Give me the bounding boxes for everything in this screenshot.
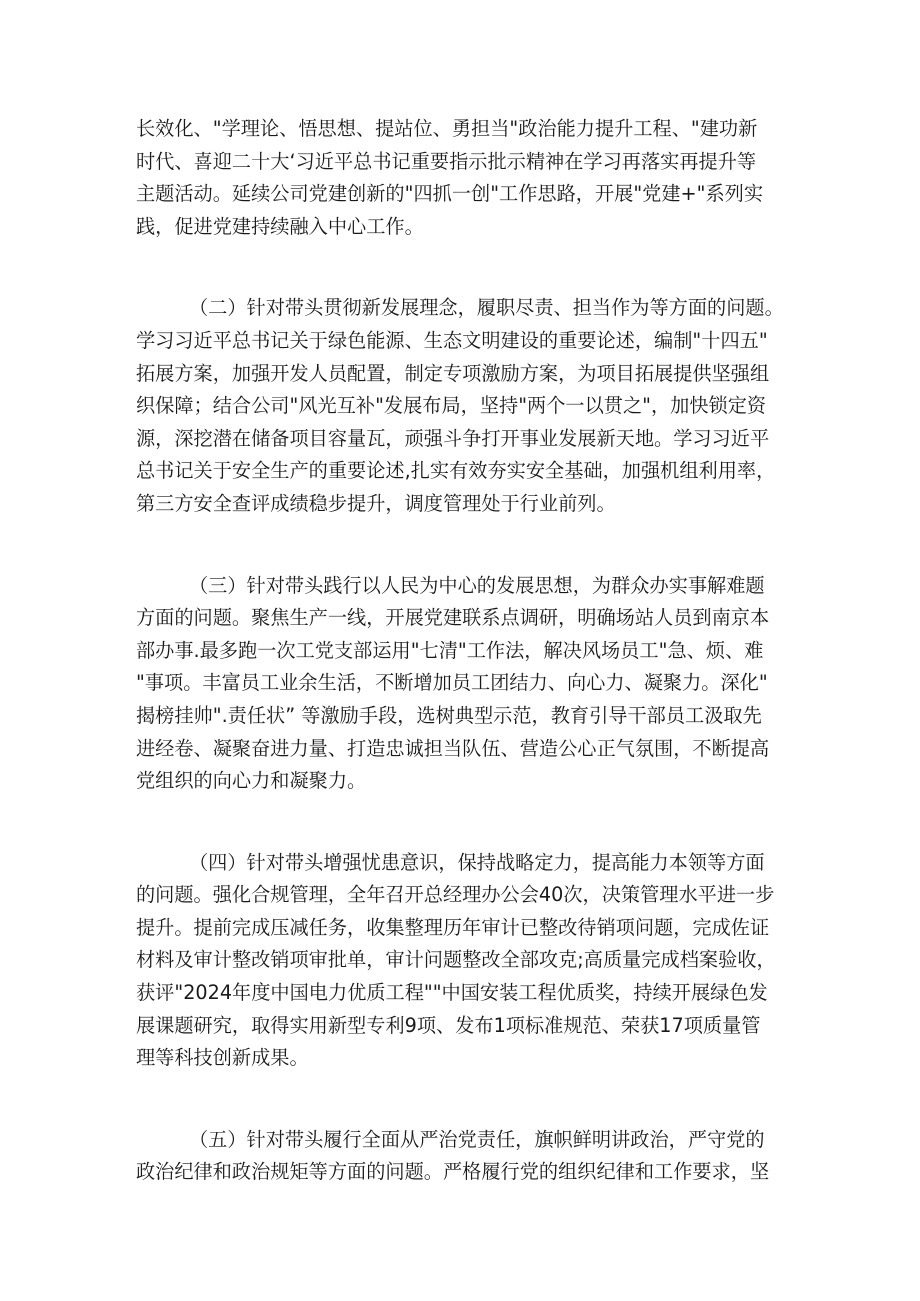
paragraph-gap xyxy=(136,1075,804,1124)
text-line: 主题活动。延续公司党建创新的"四抓一创"工作思路，开展"党建+"系列实 xyxy=(136,182,764,206)
paragraph-section-5 xyxy=(136,1124,804,1189)
paragraph-gap xyxy=(136,243,804,292)
section-heading-line: （五）针对带头履行全面从严治党责任，旗帜鲜明讲政治，严守党的 xyxy=(189,1127,765,1151)
section-heading-line: （四）针对带头增强忧患意识，保持战略定力，提高能力本领等方面 xyxy=(189,850,765,874)
paragraph-gap xyxy=(136,798,804,847)
paragraph-gap xyxy=(136,521,804,570)
text-line: 获评"2024年度中国电力优质工程""中国安装工程优质奖，持续开展绿色发 xyxy=(136,981,768,1005)
text-line: 时代、喜迎二十大‘习近平总书记重要指示批示精神在学习再落实再提升等 xyxy=(136,149,757,173)
paragraph-section-4 xyxy=(136,847,804,1075)
text-line: 展课题研究，取得实用新型专利9项、发布1项标准规范、荣获17项质量管 xyxy=(136,1013,761,1037)
paragraph-section-3 xyxy=(136,570,804,798)
text-line: 拓展方案，加强开发人员配置，制定专项激励方案，为项目拓展提供坚强组 xyxy=(136,361,770,385)
section-heading-line: （二）针对带头贯彻新发展理念，履职尽责、担当作为等方面的问题。 xyxy=(189,296,784,320)
section-heading-line: （三）针对带头践行以人民为中心的发展思想，为群众办实事解难题 xyxy=(189,573,765,597)
document-body xyxy=(136,113,804,1189)
paragraph-section-2 xyxy=(136,292,804,520)
text-line: 进经卷、凝聚奋进力量、打造忠诚担当队伍、营造公心正气氛围，不断提高 xyxy=(136,736,770,760)
text-line: 践，促进党建持续融入中心工作。 xyxy=(136,214,424,238)
text-line: 揭榜挂帅".责任状” 等激励手段，选树典型示范，教育引导干部员工汲取先 xyxy=(136,703,762,727)
text-line: 源，深挖潜在储备项目容量瓦，顽强斗争打开事业发展新天地。学习习近平 xyxy=(136,426,770,450)
text-line: 部办事.最多跑一次工党支部运用"七清"工作法，解决风场员工"急、烦、难 xyxy=(136,638,764,662)
text-line: 的问题。强化合规管理，全年召开总经理办公会40次，决策管理水平进一步 xyxy=(136,883,775,907)
text-line: 政治纪律和政治规矩等方面的问题。严格履行党的组织纪律和工作要求，坚 xyxy=(136,1160,770,1184)
text-line: 理等科技创新成果。 xyxy=(136,1046,309,1070)
text-line: 第三方安全查评成绩稳步提升，调度管理处于行业前列。 xyxy=(136,491,616,515)
text-line: 长效化、"学理论、悟思想、提站位、勇担当"政治能力提升工程、"建功新 xyxy=(136,117,758,140)
text-line: 党组织的向心力和凝聚力。 xyxy=(136,769,367,793)
text-line: 方面的问题。聚焦生产一线，开展党建联系点调研，明确场站人员到南京本 xyxy=(136,606,770,630)
text-line: 学习习近平总书记关于绿色能源、生态文明建设的重要论述，编制"十四五" xyxy=(136,328,768,352)
text-line: 提升。提前完成压减任务，收集整理历年审计已整改待销项问题，完成佐证 xyxy=(136,915,770,939)
text-line: 织保障；结合公司"风光互补"发展布局，坚持"两个一以贯之"，加快锁定资 xyxy=(136,394,767,418)
text-line: 材料及审计整改销项审批单，审计问题整改全部攻克;高质量完成档案验收， xyxy=(136,948,776,972)
text-line: "事项。丰富员工业余生活，不断增加员工团结力、向心力、凝聚力。深化" xyxy=(136,671,768,695)
paragraph-continuation xyxy=(136,113,804,243)
text-line: 总书记关于安全生产的重要论述,扎实有效夯实安全基础，加强机组利用率， xyxy=(136,459,776,483)
